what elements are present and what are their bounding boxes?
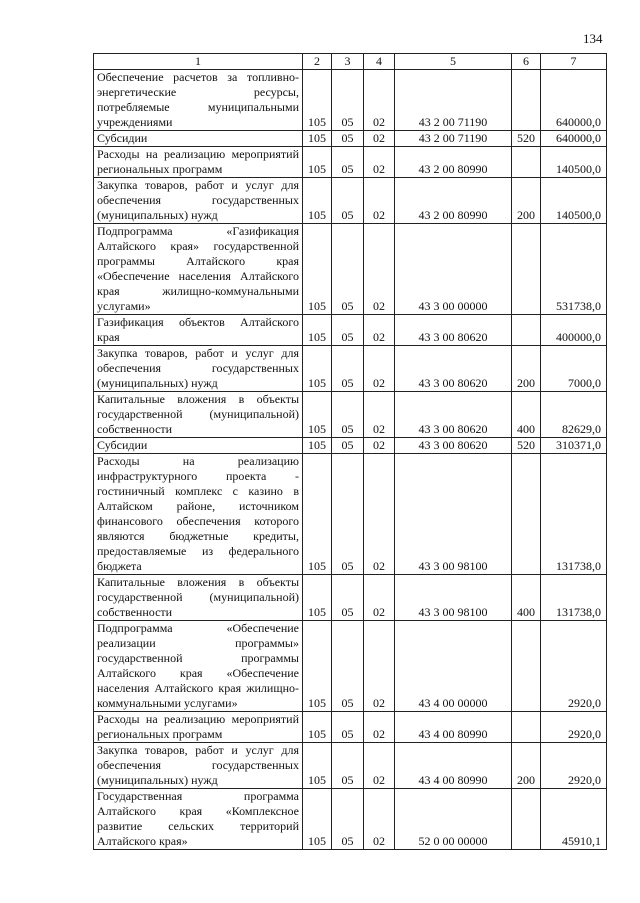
- expense-type-code: [512, 224, 541, 315]
- table-row: [94, 743, 607, 789]
- subsection-code: 02: [364, 315, 395, 346]
- amount: 2920,0: [541, 712, 607, 743]
- header-cell: 6: [512, 54, 541, 70]
- expense-type-code: [512, 789, 541, 850]
- subsection-code: 02: [364, 392, 395, 438]
- subsection-code: 02: [364, 712, 395, 743]
- expense-type-code: [512, 70, 541, 131]
- section-code: 05: [332, 147, 364, 178]
- expense-type-code: 200: [512, 743, 541, 789]
- target-article-code: 43 3 00 80620: [395, 392, 512, 438]
- section-code: 05: [332, 621, 364, 712]
- budget-table: [93, 53, 607, 850]
- target-article-code: 52 0 00 00000: [395, 789, 512, 850]
- row-description: Подпрограмма «Обеспечение реализации программы» государственной программы Алтайского края «Обеспечение населения Алтайского края жилищно-коммунальными услугами»: [94, 621, 303, 712]
- table-row: [94, 438, 607, 454]
- expense-type-code: [512, 454, 541, 575]
- header-cell: 1: [94, 54, 303, 70]
- page-number: 134: [583, 31, 603, 46]
- target-article-code: 43 4 00 80990: [395, 712, 512, 743]
- table-row: [94, 315, 607, 346]
- expense-type-code: [512, 315, 541, 346]
- row-description: Закупка товаров, работ и услуг для обеспечения государственных (муниципальных) нужд: [94, 743, 303, 789]
- subsection-code: 02: [364, 224, 395, 315]
- expense-type-code: 520: [512, 438, 541, 454]
- ministry-code: 105: [303, 789, 332, 850]
- header-cell: 2: [303, 54, 332, 70]
- ministry-code: 105: [303, 438, 332, 454]
- ministry-code: 105: [303, 315, 332, 346]
- ministry-code: 105: [303, 70, 332, 131]
- table-row: [94, 575, 607, 621]
- amount: 2920,0: [541, 621, 607, 712]
- target-article-code: 43 3 00 80620: [395, 315, 512, 346]
- ministry-code: 105: [303, 743, 332, 789]
- section-code: 05: [332, 315, 364, 346]
- table-row: [94, 70, 607, 131]
- subsection-code: 02: [364, 789, 395, 850]
- table-row: [94, 454, 607, 575]
- section-code: 05: [332, 712, 364, 743]
- ministry-code: 105: [303, 454, 332, 575]
- target-article-code: 43 3 00 00000: [395, 224, 512, 315]
- amount: 7000,0: [541, 346, 607, 392]
- section-code: 05: [332, 70, 364, 131]
- target-article-code: 43 2 00 71190: [395, 70, 512, 131]
- expense-type-code: 200: [512, 346, 541, 392]
- row-description: Капитальные вложения в объекты государственной (муниципальной) собственности: [94, 392, 303, 438]
- table-row: [94, 224, 607, 315]
- ministry-code: 105: [303, 224, 332, 315]
- section-code: 05: [332, 178, 364, 224]
- section-code: 05: [332, 743, 364, 789]
- subsection-code: 02: [364, 621, 395, 712]
- section-code: 05: [332, 575, 364, 621]
- subsection-code: 02: [364, 454, 395, 575]
- amount: 2920,0: [541, 743, 607, 789]
- amount: 131738,0: [541, 454, 607, 575]
- subsection-code: 02: [364, 131, 395, 147]
- expense-type-code: 520: [512, 131, 541, 147]
- expense-type-code: [512, 621, 541, 712]
- header-row: [94, 54, 607, 70]
- subsection-code: 02: [364, 438, 395, 454]
- ministry-code: 105: [303, 712, 332, 743]
- row-description: Газификация объектов Алтайского края: [94, 315, 303, 346]
- header-cell: 7: [541, 54, 607, 70]
- amount: 640000,0: [541, 70, 607, 131]
- row-description: Государственная программа Алтайского края «Комплексное развитие сельских территорий Алтайского края»: [94, 789, 303, 850]
- table-row: [94, 712, 607, 743]
- section-code: 05: [332, 131, 364, 147]
- table-row: [94, 131, 607, 147]
- row-description: Капитальные вложения в объекты государственной (муниципальной) собственности: [94, 575, 303, 621]
- section-code: 05: [332, 224, 364, 315]
- expense-type-code: [512, 712, 541, 743]
- section-code: 05: [332, 454, 364, 575]
- amount: 140500,0: [541, 178, 607, 224]
- table-row: [94, 392, 607, 438]
- target-article-code: 43 2 00 80990: [395, 178, 512, 224]
- table-row: [94, 789, 607, 850]
- ministry-code: 105: [303, 392, 332, 438]
- table-row: [94, 178, 607, 224]
- target-article-code: 43 2 00 71190: [395, 131, 512, 147]
- header-cell: 5: [395, 54, 512, 70]
- expense-type-code: 400: [512, 392, 541, 438]
- ministry-code: 105: [303, 178, 332, 224]
- row-description: Субсидии: [94, 438, 303, 454]
- amount: 82629,0: [541, 392, 607, 438]
- section-code: 05: [332, 392, 364, 438]
- row-description: Субсидии: [94, 131, 303, 147]
- target-article-code: 43 4 00 80990: [395, 743, 512, 789]
- subsection-code: 02: [364, 147, 395, 178]
- ministry-code: 105: [303, 575, 332, 621]
- subsection-code: 02: [364, 743, 395, 789]
- row-description: Закупка товаров, работ и услуг для обеспечения государственных (муниципальных) нужд: [94, 178, 303, 224]
- ministry-code: 105: [303, 131, 332, 147]
- section-code: 05: [332, 789, 364, 850]
- ministry-code: 105: [303, 147, 332, 178]
- table-row: [94, 147, 607, 178]
- row-description: Подпрограмма «Газификация Алтайского края» государственной программы Алтайского края «Обеспечение населения Алтайского края жилищно-коммунальными услугами»: [94, 224, 303, 315]
- target-article-code: 43 3 00 98100: [395, 454, 512, 575]
- section-code: 05: [332, 438, 364, 454]
- ministry-code: 105: [303, 346, 332, 392]
- target-article-code: 43 3 00 80620: [395, 438, 512, 454]
- header-cell: 4: [364, 54, 395, 70]
- target-article-code: 43 3 00 98100: [395, 575, 512, 621]
- amount: 131738,0: [541, 575, 607, 621]
- header-cell: 3: [332, 54, 364, 70]
- target-article-code: 43 2 00 80990: [395, 147, 512, 178]
- row-description: Расходы на реализацию мероприятий региональных программ: [94, 147, 303, 178]
- expense-type-code: 400: [512, 575, 541, 621]
- amount: 640000,0: [541, 131, 607, 147]
- target-article-code: 43 3 00 80620: [395, 346, 512, 392]
- subsection-code: 02: [364, 178, 395, 224]
- section-code: 05: [332, 346, 364, 392]
- expense-type-code: [512, 147, 541, 178]
- table-row: [94, 346, 607, 392]
- subsection-code: 02: [364, 346, 395, 392]
- expense-type-code: 200: [512, 178, 541, 224]
- subsection-code: 02: [364, 575, 395, 621]
- row-description: Закупка товаров, работ и услуг для обеспечения государственных (муниципальных) нужд: [94, 346, 303, 392]
- row-description: Расходы на реализацию мероприятий региональных программ: [94, 712, 303, 743]
- amount: 310371,0: [541, 438, 607, 454]
- ministry-code: 105: [303, 621, 332, 712]
- row-description: Обеспечение расчетов за топливно-энергетические ресурсы, потребляемые муниципальными учреждениями: [94, 70, 303, 131]
- amount: 45910,1: [541, 789, 607, 850]
- amount: 531738,0: [541, 224, 607, 315]
- amount: 400000,0: [541, 315, 607, 346]
- amount: 140500,0: [541, 147, 607, 178]
- row-description: Расходы на реализацию инфраструктурного проекта - гостиничный комплекс с казино в Алтайском районе, источником финансового обеспечения которого являются бюджетные кредиты, предоставляемые из федерального бюджета: [94, 454, 303, 575]
- subsection-code: 02: [364, 70, 395, 131]
- table-row: [94, 621, 607, 712]
- target-article-code: 43 4 00 00000: [395, 621, 512, 712]
